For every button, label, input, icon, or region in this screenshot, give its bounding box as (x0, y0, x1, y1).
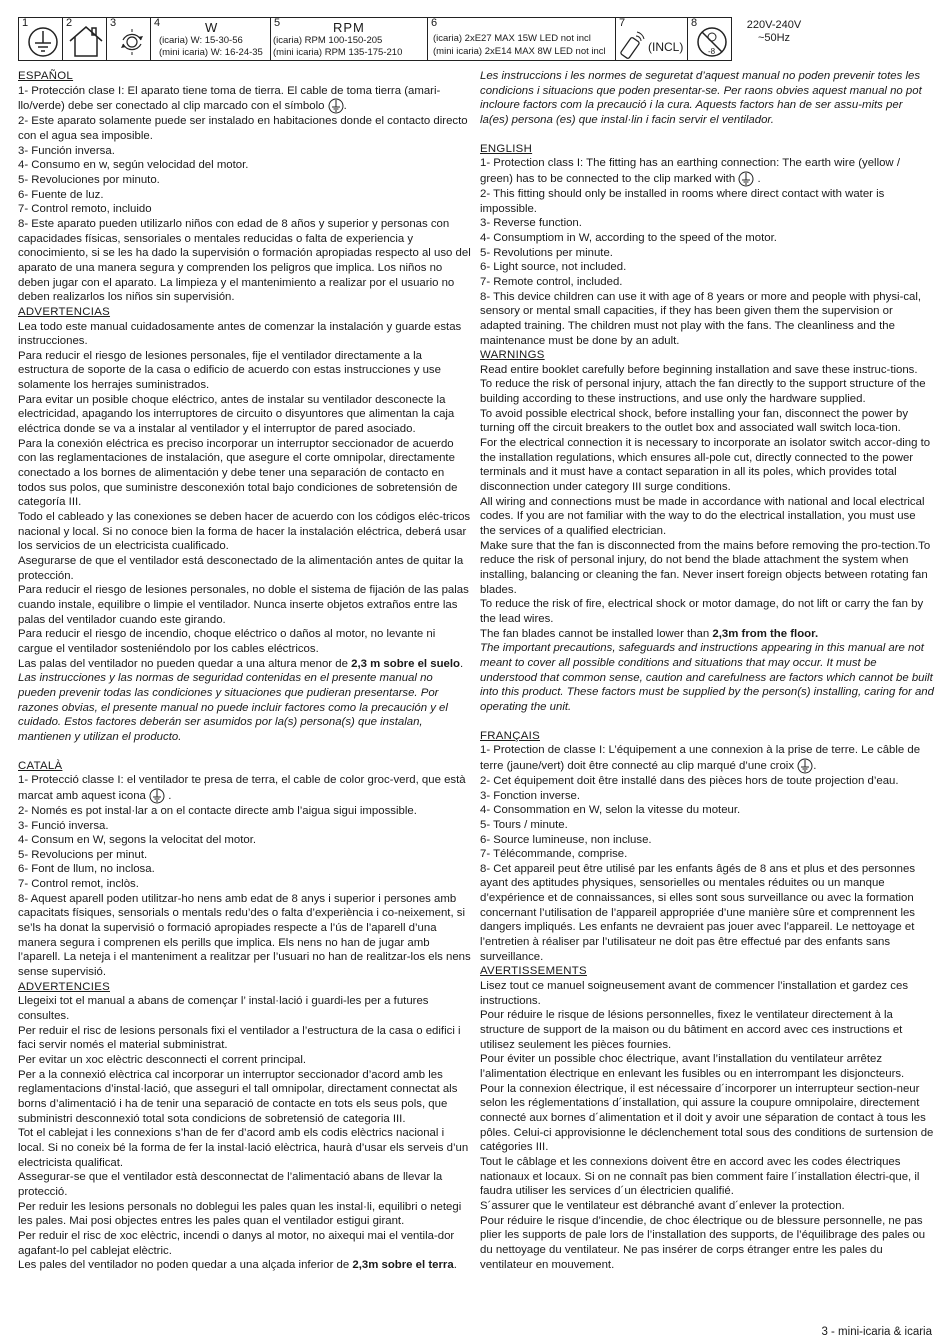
ca-warning: Llegeixi tot el manual a abans de començar l’ instal·lació i guardi-les per a futures consultes. (18, 995, 429, 1023)
power-title: W (205, 20, 219, 35)
es-item: 3- Función inversa. (18, 144, 115, 157)
fr-item: 2- Cet équipement doit être installé dans des pièces hors de toute projection d’eau. (480, 774, 899, 787)
light-mini-icaria: (mini icaria) 2xE14 MAX 8W LED not incl (433, 46, 606, 57)
fr-warning: Pour réduire le risque d’incendie, de choc électrique ou de blessure personnelle, ne pas plier les supports de pale lors de l’installation des supports, de l’équilibrage des pales ou du nettoyage du ventilateur. Ne pas insérer de corps étranger entre les pales du ventilateur en mouvement. (480, 1214, 926, 1271)
ca-item-1: 1- Protecció classe I: el ventilador te presa de terra, el cable de color groc-verd, que està marcat amb aquest icona . (18, 774, 466, 802)
ca-item: 5- Revolucions per minut. (18, 848, 148, 861)
fr-item-1: 1- Protection de classe I: L’équipement a une connexion à la prise de terre. Le câble de terre (jaune/vert) doit être connecté au clip marqué d’une croix . (480, 744, 921, 772)
ground-symbol-icon (149, 788, 165, 804)
ca-item: 6- Font de llum, no inclosa. (18, 863, 155, 876)
ca-item: 7- Control remot, inclòs. (18, 878, 139, 891)
es-item-1-tail: llo/verde) debe ser conectado al clip marcado con el símbolo . (18, 98, 472, 114)
fr-item: 6- Source lumineuse, non incluse. (480, 833, 652, 846)
en-blade-height: The fan blades cannot be installed lower than 2,3m from the floor. (480, 627, 819, 640)
section-heading-avertissements: AVERTISSEMENTS (480, 965, 587, 978)
en-warning: For the electrical connection it is necessary to incorporate an isolator switch accor-ding to the installation regulations, which ensures all-pole cut, directly connected to the power terminals and it must have a contact separation in all its poles, which provides total disconnection under category III surge conditions. (480, 437, 931, 494)
cell-number: 6 (431, 17, 438, 29)
power-supply-spec (740, 19, 808, 45)
fr-warning: Pour réduire le risque de lésions personnelles, fixez le ventilateur directement à la structure de support de la maison ou du bâtiment en accord avec ces instructions et utilisez seulement les pièces fournies. (480, 1009, 903, 1051)
en-item: 5- Revolutions per minute. (480, 246, 613, 259)
frequency: ~50Hz (757, 32, 791, 44)
voltage: 220V-240V (746, 19, 802, 31)
cell-number: 1 (22, 17, 29, 29)
ca-warning: Per evitar un xoc elèctric desconnecti el corrent principal. (18, 1054, 307, 1066)
fr-item: 7- Télécommande, comprise. (480, 848, 628, 861)
ca-warning: Assegurar-se que el ventilador està desconnectat de l’alimentació abans de llevar la protecció. (18, 1171, 443, 1198)
es-item: 7- Control remoto, incluido (18, 203, 152, 216)
es-item: 6- Fuente de luz. (18, 188, 104, 201)
house-icon (68, 23, 104, 59)
spec-cell-1 (18, 17, 63, 61)
fr-item: 4- Consommation en W, selon la vitesse du moteur. (480, 804, 741, 817)
section-heading-francais: FRANÇAIS (480, 729, 540, 742)
rpm-icaria: (icaria) RPM 100-150-205 (273, 35, 383, 46)
age-badge: -8 (708, 47, 716, 56)
es-warning: Para reducir el riesgo de lesiones personales, fije el ventilador directamente a la estructura de soporte de la casa o edificio de acuerdo con estas instrucciones y use solamente los herrajes suministrados. (18, 349, 441, 392)
en-item: 6- Light source, not included. (480, 261, 627, 274)
spec-cell-5-rpm (270, 17, 428, 61)
section-heading-advertencies: ADVERTENCIES (18, 980, 111, 993)
es-item-1: 1- Protección clase I: El aparato tiene toma de tierra. El cable de toma tierra (amari- (18, 84, 441, 97)
spec-cell-6-light (427, 17, 616, 61)
ca-disclaimer: Les instruccions i les normes de seguretat d’aquest manual no poden prevenir totes les condicions i situacions que poden presentar-se. Per raons obvies aquest manual no pot incloure factors com la precaució i la cura. Aquests factors han de ser assu-mits per la(es) persona (es) que instal·lin i facin servir el ventilador. (480, 70, 922, 126)
es-item: 2- Este aparato solamente puede ser instalado en habitaciones donde el contacto directo con el agua sea imposible. (18, 115, 468, 142)
cell-number: 5 (274, 17, 281, 29)
page-footer: 3 - mini-icaria & icaria (821, 1326, 932, 1338)
spec-icon-strip (18, 17, 731, 63)
es-item: 5- Revoluciones por minuto. (18, 173, 160, 186)
es-blade-height: Las palas del ventilador no pueden quedar a una altura menor de 2,3 m sobre el suelo. (18, 657, 464, 670)
ca-item: 2- Només es pot instal·lar a on el contacte directe amb l’aigua sigui impossible. (18, 804, 417, 817)
fr-item: 5- Tours / minute. (480, 818, 568, 831)
ground-symbol-icon (328, 98, 344, 114)
ground-symbol-icon (797, 758, 813, 774)
ca-warning: Per reduir les lesions personals no doblegui les pales quan les instal·li, equilibri o netegi les pales. Mai posi objectes entres les pales quan el ventilador estigui girant. (18, 1200, 462, 1228)
en-warning: To avoid possible electrical shock, before installing your fan, disconnect the power by turning off the circuit breakers to the outlet box and associated wall switch loca-tion. (480, 407, 909, 435)
en-warning: To reduce the risk of fire, electrical shock or motor damage, do not lift or carry the fan by the lead wires. (480, 598, 924, 625)
en-disclaimer: The important precautions, safeguards and instructions appearing in this manual are not meant to cover all possible conditions and situations that may occur. It must be understood that common sense, caution and carefulness are factors which cannot be built into this product. These factors must be supplied by the person(s) installing, caring for and operating the unit. (480, 642, 934, 713)
en-item: 4- Consumptiom in W, according to the speed of the motor. (480, 231, 777, 244)
fr-item: 3- Fonction inverse. (480, 789, 581, 802)
spec-cell-4-power (150, 17, 271, 61)
es-warning: Para reducir el riesgo de incendio, choque eléctrico o daños al motor, no levante ni cargue el ventilador sosteniéndolo por los cables eléctricos. (18, 628, 436, 655)
fr-warning: Tout le câblage et les connexions doivent être en accord avec les codes électriques nationaux et locaux. Si on ne connaît pas bien comment faire l´installation électri-que, il faudra utiliser les services d´un électricien qualifié. (480, 1155, 920, 1198)
fr-warning: Pour éviter un possible choc électrique, avant l’installation du ventilateur arrêtez l’alimentation électrique en enlevant les fusibles ou en interrompant les disjoncteurs. (480, 1053, 905, 1080)
en-item: 7- Remote control, included. (480, 275, 623, 288)
ca-blade-height: Les pales del ventilador no poden quedar a una alçada inferior de 2,3m sobre el terra. (18, 1259, 457, 1272)
es-warning: Asegurarse de que el ventilador está desconectado de la alimentación antes de quitar la protección. (18, 555, 464, 582)
ca-warning: Per a la connexió elèctrica cal incorporar un interruptor seccionador d’acord amb les reglamentacions d’instal·lació, que asseguri el tall omnipolar, directament connectat als borns d’alimentació i ha de tenir una separació de contacte en tots els seus pols, que subministri desconnexió total sota condicions de sobretensió de categoria III. (18, 1068, 458, 1125)
left-column (18, 69, 472, 1273)
fr-warning: Pour la connexion électrique, il est nécessaire d´incorporer un interrupteur section-neur selon les réglementations d´installation, qui assure la coupure omnipolaire, directement connecté aux bornes d´alimentation et il doit y avoir une séparation de contact à tous les pôles. Celui-ci approvisionne le déclenchement total sous des conditions de surtension de catégories III. (480, 1082, 934, 1154)
fr-item: 8- Cet appareil peut être utilisé par les enfants âgés de 8 ans et plus et des personnes ayant des aptitudes physiques, sensorielles ou mentales réduites ou un manque d’expérience et de connaissances, si elles sont sous surveillance ou avec la formation concernant l’utilisation de l’appareil appropriée d’une manière sûre et comprennent les dangers impliqués. Les enfants ne devraient pas jouer avec l’appareil. Le nettoyage et l’entretien à réaliser par l’utilisateur ne doit pas être effectué par des enfants sans surveillance. (480, 862, 916, 963)
cell-number: 4 (154, 17, 161, 29)
en-item: 8- This device children can use it with age of 8 years or more and people with physi-cal, sensory or mental small capacities, if they has been given them the supervision or adapted training. The children must not play with the fans. The cleanliness and the maintenance must be done by an adult. (480, 290, 922, 347)
reverse-function-icon (117, 27, 147, 57)
section-heading-english: ENGLISH (480, 142, 533, 155)
remote-control-icon (619, 30, 645, 60)
cell-number: 3 (110, 17, 117, 29)
en-warning: Make sure that the fan is disconnected from the mains before removing the pro-tection.To reduce the risk of personal injury, do not bend the blade attachment the system when installing, balancing or cleaning the fan. Never insert foreign objects between rotating fan blades. (480, 539, 931, 596)
section-heading-advertencias: ADVERTENCIAS (18, 305, 111, 318)
spec-cell-7-remote (615, 17, 688, 61)
ca-warning: Per reduir el risc de xoc elèctric, incendi o danys al motor, no aixequi mai el ventila-dor agafant-lo pel cablejat elèctric. (18, 1229, 455, 1257)
en-item: 2- This fitting should only be installed in rooms where direct contact with water is impossible. (480, 187, 885, 215)
spec-cell-2 (62, 17, 107, 61)
es-warning: Para reducir el riesgo de lesiones personales, no doble el sistema de fijación de las palas cuando instale, equilibre o limpie el ventilador. Nunca inserte objetos extraños entre las palas del ventilador cuando este girando. (18, 584, 469, 626)
power-mini-icaria: (mini icaria) W: 16-24-35 (159, 47, 263, 58)
es-warning: Todo el cableado y las conexiones se deben hacer de acuerdo con los códigos eléc-tricos nacional y local. Si no conoce bien la forma de hacer la instalación eléctrica, deberá usar los servicios de un electricista cualificado. (18, 511, 471, 553)
power-icaria: (icaria) W: 15-30-56 (159, 35, 243, 46)
ca-item: 8- Aquest aparell poden utilitzar-ho nens amb edat de 8 anys i superior i persones amb capacitats físiques, sensorials o mentals redu’des o falta d’experiència i co-neixement, si se’ls ha donat la supervisió o formació apropiades respecte a l’ús de l’aparell d’una manera segura i comprenen els perills que implica. Els nens no han de jugar amb l’aparell. La neteja i el manteniment a realitzar per l’usuari no han de realitzar-los els nens sense supervisió. (18, 892, 471, 979)
es-warning: Lea todo este manual cuidadosamente antes de comenzar la instalación y guarde estas instrucciones. (18, 320, 462, 348)
section-heading-warnings: WARNINGS (480, 349, 545, 362)
ground-symbol-icon (738, 171, 754, 187)
ca-item: 3- Funció inversa. (18, 819, 109, 832)
en-warning: To reduce the risk of personal injury, attach the fan directly to the support structure of the building according to these instructions, and use only the hardware supplied. (480, 378, 926, 406)
cell-number: 7 (619, 17, 626, 29)
cell-number: 8 (691, 17, 698, 29)
en-warning: Read entire booklet carefully before beginning installation and save these instruc-tions. (480, 363, 918, 376)
ca-warning: Per reduir el risc de lesions personals fixi el ventilador a l’estructura de la casa o edifici i faci servir només el material subministrat. (18, 1024, 461, 1052)
es-warning: Para la conexión eléctrica es preciso incorporar un interruptor seccionador de acuerdo con las reglamentaciones de instalación, que asegure el corte omnipolar, directamente conectado a los bornes de alimentación y debe tener una separación de contacto en todos sus polos, que suministre desconexión total bajo condiciones de sobretensión de categoría III. (18, 437, 458, 509)
en-item: 3- Reverse function. (480, 217, 582, 230)
cell-number: 2 (66, 17, 73, 29)
rpm-mini-icaria: (mini icaria) RPM 135-175-210 (273, 47, 403, 58)
section-heading-catala: CATALÀ (18, 759, 63, 772)
rpm-title: RPM (333, 20, 365, 35)
ca-item: 4- Consum en W, segons la velocitat del motor. (18, 834, 257, 847)
remote-included-label: (INCL) (648, 40, 684, 54)
spec-cell-8-children (687, 17, 732, 61)
es-disclaimer: Las instrucciones y las normas de seguridad contenidas en el presente manual no pueden prevenir todas las condiciones y situaciones que pudieran presentarse. Por razones obvias, el presente manual no puede incluir factores como la precaución y el cuidado. Estos factores deberán ser asumidos por la(s) persona(s) que instalan, mantienen y utilizan el producto. (18, 672, 448, 743)
right-column (480, 69, 934, 1272)
es-item: 4- Consumo en w, según velocidad del motor. (18, 159, 249, 172)
ca-warning: Tot el cablejat i les connexions s’han de fer d’acord amb els codis elèctrics nacional i local. Si no coneix bé la forma de fer la instal·lació elèctrica, haurà d’usar els serveis d’un electricista qualificat. (18, 1127, 469, 1169)
fr-warning: S´assurer que le ventilateur est débranché avant d´enlever la protection. (480, 1199, 845, 1212)
section-heading-spanish: ESPAÑOL (18, 70, 74, 82)
fr-warning: Lisez tout ce manuel soigneusement avant de commencer l’installation et gardez ces instructions. (480, 980, 909, 1007)
en-item-1: 1- Protection class I: The fitting has an earthing connection: The earth wire (yellow / green) has to be connected to the clip marked with . (480, 157, 900, 185)
es-item: 8- Este aparato pueden utilizarlo niños con edad de 8 años y superior y personas con capacidades físicas, sensoriales o mentales reducidas o falta de experiencia y conocimiento, si se les ha dado la supervisión o formación apropiadas respecto al uso del aparato de una manera segura y comprenden los peligros que implica. Los niños no deben jugar con el aparato. La limpieza y el mantenimiento a realizar por el usuario no deben realizarlos los niños sin supervisión. (18, 217, 471, 304)
en-warning: All wiring and connections must be made in accordance with national and local electrical codes. If you are not familiar with the way to do the electrical installation, you must use the services of a qualified electrician. (480, 495, 925, 538)
spec-cell-3 (106, 17, 151, 61)
ground-symbol-icon (27, 26, 59, 58)
light-icaria: (icaria) 2xE27 MAX 15W LED not incl (433, 33, 591, 44)
es-warning: Para evitar un posible choque eléctrico, antes de instalar su ventilador desconecte la electricidad, apagando los interruptores de circuito o disyuntores que alimentan la caja eléctrica donde se va a instalar al ventilador y el interruptor de pared asociado. (18, 393, 455, 436)
